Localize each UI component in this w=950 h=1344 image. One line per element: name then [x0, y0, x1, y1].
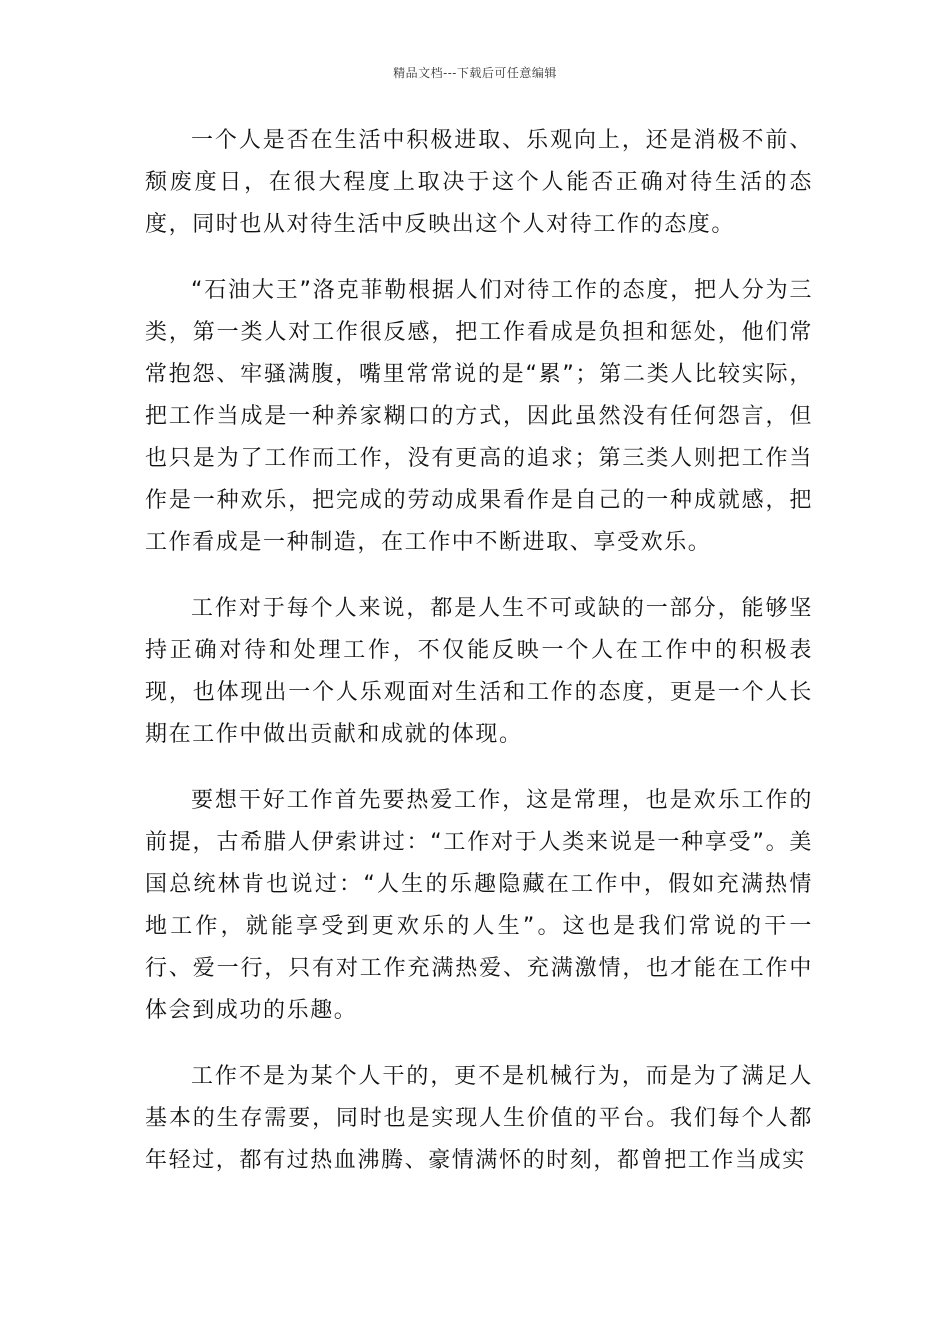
paragraph-4: 要想干好工作首先要热爱工作，这是常理，也是欢乐工作的前提，古希腊人伊索讲过：“工作对于人类来说是一种享受”。美国总统林肯也说过：“人生的乐趣隐藏在工作中，假如充满热情地工作，就能享受到更欢乐的人生”。这也是我们常说的干一行、爱一行，只有对工作充满热爱、充满激情，也才能在工作中体会到成功的乐趣。 [145, 788, 813, 1023]
page-header: 精品文档---下载后可任意编辑 [393, 66, 557, 80]
document-body [145, 120, 813, 1206]
paragraph-3: 工作对于每个人来说，都是人生不可或缺的一部分，能够坚持正确对待和处理工作，不仅能反映一个人在工作中的积极表现，也体现出一个人乐观面对生活和工作的态度，更是一个人长期在工作中做出贡献和成就的体现。 [145, 596, 813, 747]
paragraph-1: 一个人是否在生活中积极进取、乐观向上，还是消极不前、颓废度日，在很大程度上取决于这个人能否正确对待生活的态度，同时也从对待生活中反映出这个人对待工作的态度。 [145, 128, 813, 237]
paragraph-5: 工作不是为某个人干的，更不是机械行为，而是为了满足人基本的生存需要，同时也是实现人生价值的平台。我们每个人都年轻过，都有过热血沸腾、豪情满怀的时刻，都曾把工作当成实 [145, 1064, 813, 1173]
paragraph-2: “石油大王”洛克菲勒根据人们对待工作的态度，把人分为三类，第一类人对工作很反感，把工作看成是负担和惩处，他们常常抱怨、牢骚满腹，嘴里常常说的是“累”；第二类人比较实际，把工作当成是一种养家糊口的方式，因此虽然没有任何怨言，但也只是为了工作而工作，没有更高的追求；第三类人则把工作当作是一种欢乐，把完成的劳动成果看作是自己的一种成就感，把工作看成是一种制造，在工作中不断进取、享受欢乐。 [145, 278, 813, 555]
